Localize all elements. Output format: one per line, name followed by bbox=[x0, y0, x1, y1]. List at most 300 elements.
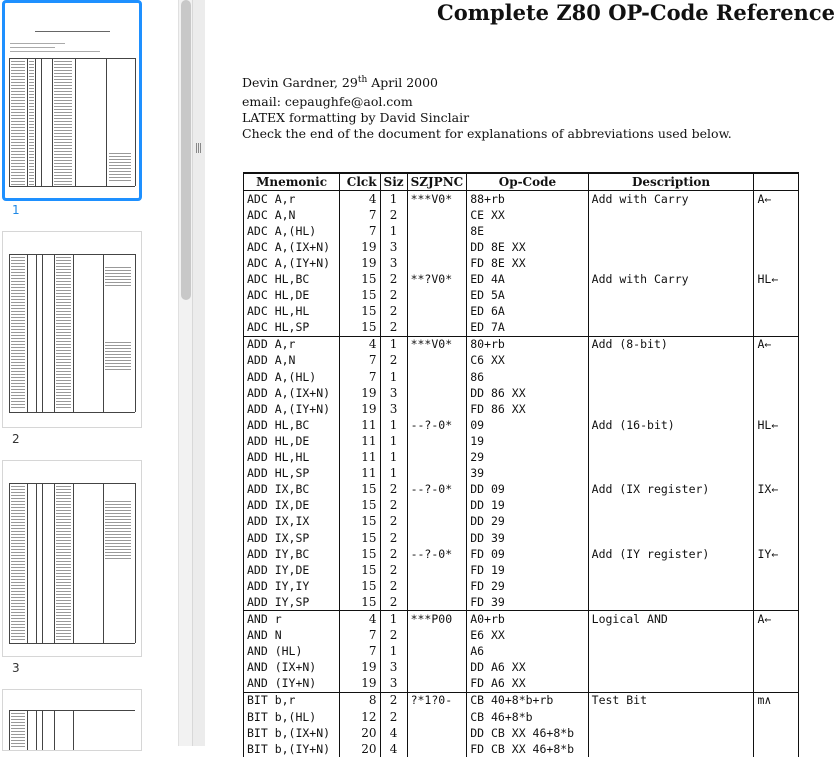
table-row bbox=[244, 562, 799, 578]
operation-cell bbox=[754, 385, 799, 401]
flags-cell: --?-0* bbox=[407, 417, 467, 433]
flags-cell bbox=[407, 239, 467, 255]
table-row bbox=[244, 255, 799, 271]
mnemonic-cell: AND (HL) bbox=[244, 644, 340, 660]
column-header-clock: Clck bbox=[340, 173, 380, 191]
operation-cell bbox=[754, 514, 799, 530]
operation-cell: HL← bbox=[754, 271, 799, 287]
flags-cell bbox=[407, 385, 467, 401]
description-cell bbox=[588, 530, 754, 546]
opcode-cell: FD 19 bbox=[467, 562, 588, 578]
clock-cell: 15 bbox=[340, 578, 380, 594]
flags-cell bbox=[407, 514, 467, 530]
mnemonic-cell: BIT b,r bbox=[244, 692, 340, 709]
column-header-mnemonic: Mnemonic bbox=[244, 173, 340, 191]
flags-cell bbox=[407, 450, 467, 466]
instruction-group bbox=[244, 336, 799, 611]
flags-cell: **?V0* bbox=[407, 271, 467, 287]
table-row bbox=[244, 353, 799, 369]
clock-cell: 15 bbox=[340, 562, 380, 578]
mnemonic-cell: ADD A,N bbox=[244, 353, 340, 369]
clock-cell: 15 bbox=[340, 482, 380, 498]
table-row bbox=[244, 741, 799, 757]
table-row bbox=[244, 530, 799, 546]
opcode-cell: E6 XX bbox=[467, 628, 588, 644]
table-row bbox=[244, 676, 799, 693]
table-row bbox=[244, 709, 799, 725]
size-cell: 3 bbox=[380, 385, 407, 401]
opcode-cell: A6 bbox=[467, 644, 588, 660]
flags-cell bbox=[407, 320, 467, 337]
clock-cell: 19 bbox=[340, 239, 380, 255]
opcode-cell: CB 46+8*b bbox=[467, 709, 588, 725]
clock-cell: 20 bbox=[340, 741, 380, 757]
table-row bbox=[244, 223, 799, 239]
opcode-cell: DD CB XX 46+8*b bbox=[467, 725, 588, 741]
size-cell: 4 bbox=[380, 741, 407, 757]
description-cell bbox=[588, 578, 754, 594]
table-row bbox=[244, 466, 799, 482]
mnemonic-cell: AND N bbox=[244, 628, 340, 644]
size-cell: 3 bbox=[380, 660, 407, 676]
size-cell: 2 bbox=[380, 207, 407, 223]
operation-cell bbox=[754, 498, 799, 514]
mnemonic-cell: ADC A,(IY+N) bbox=[244, 255, 340, 271]
table-row bbox=[244, 498, 799, 514]
description-cell bbox=[588, 255, 754, 271]
operation-cell: A← bbox=[754, 191, 799, 208]
table-row bbox=[244, 514, 799, 530]
table-row bbox=[244, 594, 799, 611]
description-cell: Add (8-bit) bbox=[588, 336, 754, 353]
clock-cell: 4 bbox=[340, 611, 380, 628]
clock-cell: 11 bbox=[340, 417, 380, 433]
flags-cell bbox=[407, 676, 467, 693]
operation-cell bbox=[754, 628, 799, 644]
flags-cell bbox=[407, 401, 467, 417]
flags-cell bbox=[407, 353, 467, 369]
column-header-operation bbox=[754, 173, 799, 191]
document-title: Complete Z80 OP-Code Reference bbox=[437, 0, 835, 25]
table-row bbox=[244, 304, 799, 320]
page-thumbnail-4[interactable] bbox=[2, 689, 142, 751]
clock-cell: 15 bbox=[340, 546, 380, 562]
description-cell bbox=[588, 514, 754, 530]
mnemonic-cell: ADD IY,BC bbox=[244, 546, 340, 562]
description-cell bbox=[588, 385, 754, 401]
mnemonic-cell: ADD HL,SP bbox=[244, 466, 340, 482]
size-cell: 3 bbox=[380, 676, 407, 693]
mnemonic-cell: ADD HL,BC bbox=[244, 417, 340, 433]
flags-cell: --?-0* bbox=[407, 482, 467, 498]
size-cell: 1 bbox=[380, 450, 407, 466]
mnemonic-cell: AND (IX+N) bbox=[244, 660, 340, 676]
description-cell bbox=[588, 725, 754, 741]
thumbnail-image bbox=[2, 689, 142, 751]
description-cell bbox=[588, 628, 754, 644]
author-text: Devin Gardner, 29 bbox=[242, 75, 358, 91]
flags-cell: ***V0* bbox=[407, 191, 467, 208]
opcode-cell: 80+rb bbox=[467, 336, 588, 353]
table-row bbox=[244, 385, 799, 401]
mnemonic-cell: AND r bbox=[244, 611, 340, 628]
opcode-cell: 39 bbox=[467, 466, 588, 482]
clock-cell: 15 bbox=[340, 320, 380, 337]
operation-cell bbox=[754, 741, 799, 757]
clock-cell: 7 bbox=[340, 369, 380, 385]
table-row bbox=[244, 546, 799, 562]
size-cell: 3 bbox=[380, 401, 407, 417]
flags-cell: ***V0* bbox=[407, 336, 467, 353]
flags-cell bbox=[407, 498, 467, 514]
description-cell bbox=[588, 353, 754, 369]
description-cell bbox=[588, 304, 754, 320]
clock-cell: 11 bbox=[340, 466, 380, 482]
thumbnail-page-number: 1 bbox=[12, 203, 20, 217]
flags-cell bbox=[407, 644, 467, 660]
opcode-cell: FD 29 bbox=[467, 578, 588, 594]
size-cell: 1 bbox=[380, 417, 407, 433]
mnemonic-cell: ADD HL,DE bbox=[244, 433, 340, 449]
opcode-cell: FD CB XX 46+8*b bbox=[467, 741, 588, 757]
description-cell: Add (IX register) bbox=[588, 482, 754, 498]
description-cell: Test Bit bbox=[588, 692, 754, 709]
opcode-cell: CE XX bbox=[467, 207, 588, 223]
mnemonic-cell: ADD A,(IX+N) bbox=[244, 385, 340, 401]
thumbnail-sidebar bbox=[0, 0, 178, 746]
table-row bbox=[244, 660, 799, 676]
clock-cell: 19 bbox=[340, 660, 380, 676]
page-thumbnail-2[interactable] bbox=[2, 231, 142, 446]
instruction-group bbox=[244, 692, 799, 757]
mnemonic-cell: ADD HL,HL bbox=[244, 450, 340, 466]
description-cell bbox=[588, 498, 754, 514]
opcode-cell: DD 19 bbox=[467, 498, 588, 514]
description-cell bbox=[588, 433, 754, 449]
operation-cell bbox=[754, 594, 799, 611]
size-cell: 1 bbox=[380, 466, 407, 482]
column-header-size: Siz bbox=[380, 173, 407, 191]
description-cell bbox=[588, 594, 754, 611]
table-row bbox=[244, 450, 799, 466]
description-cell: Add with Carry bbox=[588, 191, 754, 208]
operation-cell bbox=[754, 660, 799, 676]
mnemonic-cell: ADD IX,DE bbox=[244, 498, 340, 514]
clock-cell: 7 bbox=[340, 207, 380, 223]
description-cell bbox=[588, 660, 754, 676]
table-row bbox=[244, 336, 799, 353]
description-cell bbox=[588, 401, 754, 417]
mnemonic-cell: ADD A,(IY+N) bbox=[244, 401, 340, 417]
mnemonic-cell: BIT b,(IY+N) bbox=[244, 741, 340, 757]
mnemonic-cell: BIT b,(HL) bbox=[244, 709, 340, 725]
description-cell bbox=[588, 369, 754, 385]
author-superscript: th bbox=[357, 75, 368, 85]
flags-cell: ***P00 bbox=[407, 611, 467, 628]
size-cell: 2 bbox=[380, 530, 407, 546]
note-line: Check the end of the document for explanations of abbreviations used below. bbox=[242, 126, 732, 141]
opcode-cell: 29 bbox=[467, 450, 588, 466]
mnemonic-cell: ADD A,(HL) bbox=[244, 369, 340, 385]
size-cell: 2 bbox=[380, 353, 407, 369]
flags-cell bbox=[407, 725, 467, 741]
column-header-description: Description bbox=[588, 173, 754, 191]
opcode-cell: DD 86 XX bbox=[467, 385, 588, 401]
clock-cell: 20 bbox=[340, 725, 380, 741]
mnemonic-cell: ADD IX,SP bbox=[244, 530, 340, 546]
clock-cell: 15 bbox=[340, 304, 380, 320]
mnemonic-cell: BIT b,(IX+N) bbox=[244, 725, 340, 741]
clock-cell: 7 bbox=[340, 223, 380, 239]
mnemonic-cell: ADC A,(IX+N) bbox=[244, 239, 340, 255]
opcode-cell: 88+rb bbox=[467, 191, 588, 208]
clock-cell: 15 bbox=[340, 514, 380, 530]
operation-cell bbox=[754, 450, 799, 466]
operation-cell bbox=[754, 562, 799, 578]
operation-cell: IY← bbox=[754, 546, 799, 562]
table-row bbox=[244, 191, 799, 208]
size-cell: 2 bbox=[380, 709, 407, 725]
clock-cell: 19 bbox=[340, 676, 380, 693]
thumbnail-image bbox=[2, 460, 142, 657]
thumbnail-page-number: 2 bbox=[12, 432, 20, 446]
size-cell: 2 bbox=[380, 271, 407, 287]
description-cell: Add (IY register) bbox=[588, 546, 754, 562]
operation-cell bbox=[754, 466, 799, 482]
mnemonic-cell: ADC HL,HL bbox=[244, 304, 340, 320]
opcode-cell: FD 39 bbox=[467, 594, 588, 611]
mnemonic-cell: ADC A,r bbox=[244, 191, 340, 208]
table-row bbox=[244, 725, 799, 741]
table-row bbox=[244, 417, 799, 433]
operation-cell bbox=[754, 288, 799, 304]
flags-cell: --?-0* bbox=[407, 546, 467, 562]
author-date: April 2000 bbox=[367, 75, 439, 91]
flags-cell bbox=[407, 304, 467, 320]
operation-cell bbox=[754, 530, 799, 546]
clock-cell: 11 bbox=[340, 450, 380, 466]
flags-cell bbox=[407, 369, 467, 385]
size-cell: 2 bbox=[380, 514, 407, 530]
size-cell: 1 bbox=[380, 336, 407, 353]
description-cell bbox=[588, 223, 754, 239]
mnemonic-cell: AND (IY+N) bbox=[244, 676, 340, 693]
size-cell: 1 bbox=[380, 433, 407, 449]
size-cell: 2 bbox=[380, 692, 407, 709]
clock-cell: 7 bbox=[340, 644, 380, 660]
flags-cell bbox=[407, 207, 467, 223]
table-row bbox=[244, 482, 799, 498]
operation-cell: A← bbox=[754, 611, 799, 628]
sidebar-scrollbar[interactable] bbox=[178, 0, 193, 746]
opcode-cell: A0+rb bbox=[467, 611, 588, 628]
description-cell bbox=[588, 709, 754, 725]
operation-cell bbox=[754, 578, 799, 594]
mnemonic-cell: ADC HL,SP bbox=[244, 320, 340, 337]
clock-cell: 15 bbox=[340, 498, 380, 514]
thumbnail-page-number: 3 bbox=[12, 661, 20, 675]
size-cell: 2 bbox=[380, 320, 407, 337]
email-line: email: cepaughfe@aol.com bbox=[242, 94, 413, 109]
mnemonic-cell: ADC HL,DE bbox=[244, 288, 340, 304]
opcode-cell: C6 XX bbox=[467, 353, 588, 369]
description-cell bbox=[588, 562, 754, 578]
operation-cell bbox=[754, 433, 799, 449]
clock-cell: 4 bbox=[340, 191, 380, 208]
mnemonic-cell: ADD A,r bbox=[244, 336, 340, 353]
column-header-flags: SZJPNC bbox=[407, 173, 467, 191]
size-cell: 2 bbox=[380, 498, 407, 514]
table-row bbox=[244, 692, 799, 709]
mnemonic-cell: ADC HL,BC bbox=[244, 271, 340, 287]
operation-cell bbox=[754, 369, 799, 385]
size-cell: 2 bbox=[380, 628, 407, 644]
operation-cell bbox=[754, 401, 799, 417]
size-cell: 3 bbox=[380, 255, 407, 271]
flags-cell bbox=[407, 709, 467, 725]
flags-cell bbox=[407, 433, 467, 449]
table-row bbox=[244, 644, 799, 660]
table-row bbox=[244, 369, 799, 385]
clock-cell: 15 bbox=[340, 271, 380, 287]
size-cell: 2 bbox=[380, 304, 407, 320]
opcode-cell: DD A6 XX bbox=[467, 660, 588, 676]
opcode-cell: ED 6A bbox=[467, 304, 588, 320]
mnemonic-cell: ADC A,(HL) bbox=[244, 223, 340, 239]
table-row bbox=[244, 271, 799, 287]
flags-cell bbox=[407, 255, 467, 271]
mnemonic-cell: ADD IY,SP bbox=[244, 594, 340, 611]
opcode-cell: 09 bbox=[467, 417, 588, 433]
clock-cell: 19 bbox=[340, 255, 380, 271]
description-cell bbox=[588, 644, 754, 660]
opcode-cell: 19 bbox=[467, 433, 588, 449]
flags-cell bbox=[407, 660, 467, 676]
opcode-table bbox=[243, 172, 799, 757]
operation-cell: m∧ bbox=[754, 692, 799, 709]
operation-cell bbox=[754, 223, 799, 239]
size-cell: 2 bbox=[380, 578, 407, 594]
flags-cell: ?*1?0- bbox=[407, 692, 467, 709]
size-cell: 1 bbox=[380, 644, 407, 660]
instruction-group bbox=[244, 611, 799, 692]
size-cell: 1 bbox=[380, 369, 407, 385]
mnemonic-cell: ADD IY,IY bbox=[244, 578, 340, 594]
flags-cell bbox=[407, 466, 467, 482]
opcode-cell: FD 86 XX bbox=[467, 401, 588, 417]
clock-cell: 15 bbox=[340, 288, 380, 304]
table-row bbox=[244, 320, 799, 337]
operation-cell: IX← bbox=[754, 482, 799, 498]
opcode-cell: DD 8E XX bbox=[467, 239, 588, 255]
flags-cell bbox=[407, 223, 467, 239]
description-cell bbox=[588, 239, 754, 255]
clock-cell: 4 bbox=[340, 336, 380, 353]
opcode-cell: FD 8E XX bbox=[467, 255, 588, 271]
flags-cell bbox=[407, 741, 467, 757]
size-cell: 3 bbox=[380, 239, 407, 255]
description-cell: Add with Carry bbox=[588, 271, 754, 287]
opcode-cell: CB 40+8*b+rb bbox=[467, 692, 588, 709]
description-cell: Logical AND bbox=[588, 611, 754, 628]
clock-cell: 7 bbox=[340, 353, 380, 369]
sidebar-splitter[interactable] bbox=[192, 0, 206, 746]
opcode-cell: ED 4A bbox=[467, 271, 588, 287]
thumbnail-image bbox=[2, 231, 142, 428]
sidebar-scrollbar-thumb[interactable] bbox=[181, 0, 191, 300]
flags-cell bbox=[407, 288, 467, 304]
latex-credit-line: LATEX formatting by David Sinclair bbox=[242, 110, 470, 125]
mnemonic-cell: ADD IX,BC bbox=[244, 482, 340, 498]
opcode-cell: FD 09 bbox=[467, 546, 588, 562]
operation-cell bbox=[754, 725, 799, 741]
operation-cell bbox=[754, 709, 799, 725]
clock-cell: 8 bbox=[340, 692, 380, 709]
clock-cell: 15 bbox=[340, 530, 380, 546]
instruction-group bbox=[244, 191, 799, 337]
author-line bbox=[242, 75, 438, 90]
table-header-row bbox=[244, 173, 799, 191]
table-row bbox=[244, 207, 799, 223]
mnemonic-cell: ADC A,N bbox=[244, 207, 340, 223]
table-row bbox=[244, 578, 799, 594]
flags-cell bbox=[407, 578, 467, 594]
clock-cell: 19 bbox=[340, 401, 380, 417]
description-cell bbox=[588, 676, 754, 693]
column-header-opcode: Op-Code bbox=[467, 173, 588, 191]
opcode-cell: ED 7A bbox=[467, 320, 588, 337]
size-cell: 2 bbox=[380, 288, 407, 304]
opcode-cell: ED 5A bbox=[467, 288, 588, 304]
operation-cell: A← bbox=[754, 336, 799, 353]
description-cell bbox=[588, 741, 754, 757]
size-cell: 4 bbox=[380, 725, 407, 741]
opcode-cell: 86 bbox=[467, 369, 588, 385]
clock-cell: 12 bbox=[340, 709, 380, 725]
table-row bbox=[244, 628, 799, 644]
description-cell: Add (16-bit) bbox=[588, 417, 754, 433]
operation-cell: HL← bbox=[754, 417, 799, 433]
opcode-cell: 8E bbox=[467, 223, 588, 239]
opcode-cell: DD 29 bbox=[467, 514, 588, 530]
operation-cell bbox=[754, 207, 799, 223]
description-cell bbox=[588, 450, 754, 466]
mnemonic-cell: ADD IX,IX bbox=[244, 514, 340, 530]
opcode-cell: FD A6 XX bbox=[467, 676, 588, 693]
description-cell bbox=[588, 288, 754, 304]
operation-cell bbox=[754, 255, 799, 271]
description-cell bbox=[588, 466, 754, 482]
description-cell bbox=[588, 207, 754, 223]
flags-cell bbox=[407, 594, 467, 611]
thumbnail-image bbox=[2, 0, 142, 201]
size-cell: 1 bbox=[380, 611, 407, 628]
size-cell: 1 bbox=[380, 191, 407, 208]
operation-cell bbox=[754, 239, 799, 255]
operation-cell bbox=[754, 353, 799, 369]
splitter-grip-icon[interactable] bbox=[196, 143, 202, 153]
operation-cell bbox=[754, 304, 799, 320]
page-thumbnail-1[interactable] bbox=[2, 0, 142, 217]
description-cell bbox=[588, 320, 754, 337]
clock-cell: 19 bbox=[340, 385, 380, 401]
table-row bbox=[244, 401, 799, 417]
flags-cell bbox=[407, 628, 467, 644]
clock-cell: 11 bbox=[340, 433, 380, 449]
operation-cell bbox=[754, 644, 799, 660]
page-thumbnail-3[interactable] bbox=[2, 460, 142, 675]
operation-cell bbox=[754, 320, 799, 337]
